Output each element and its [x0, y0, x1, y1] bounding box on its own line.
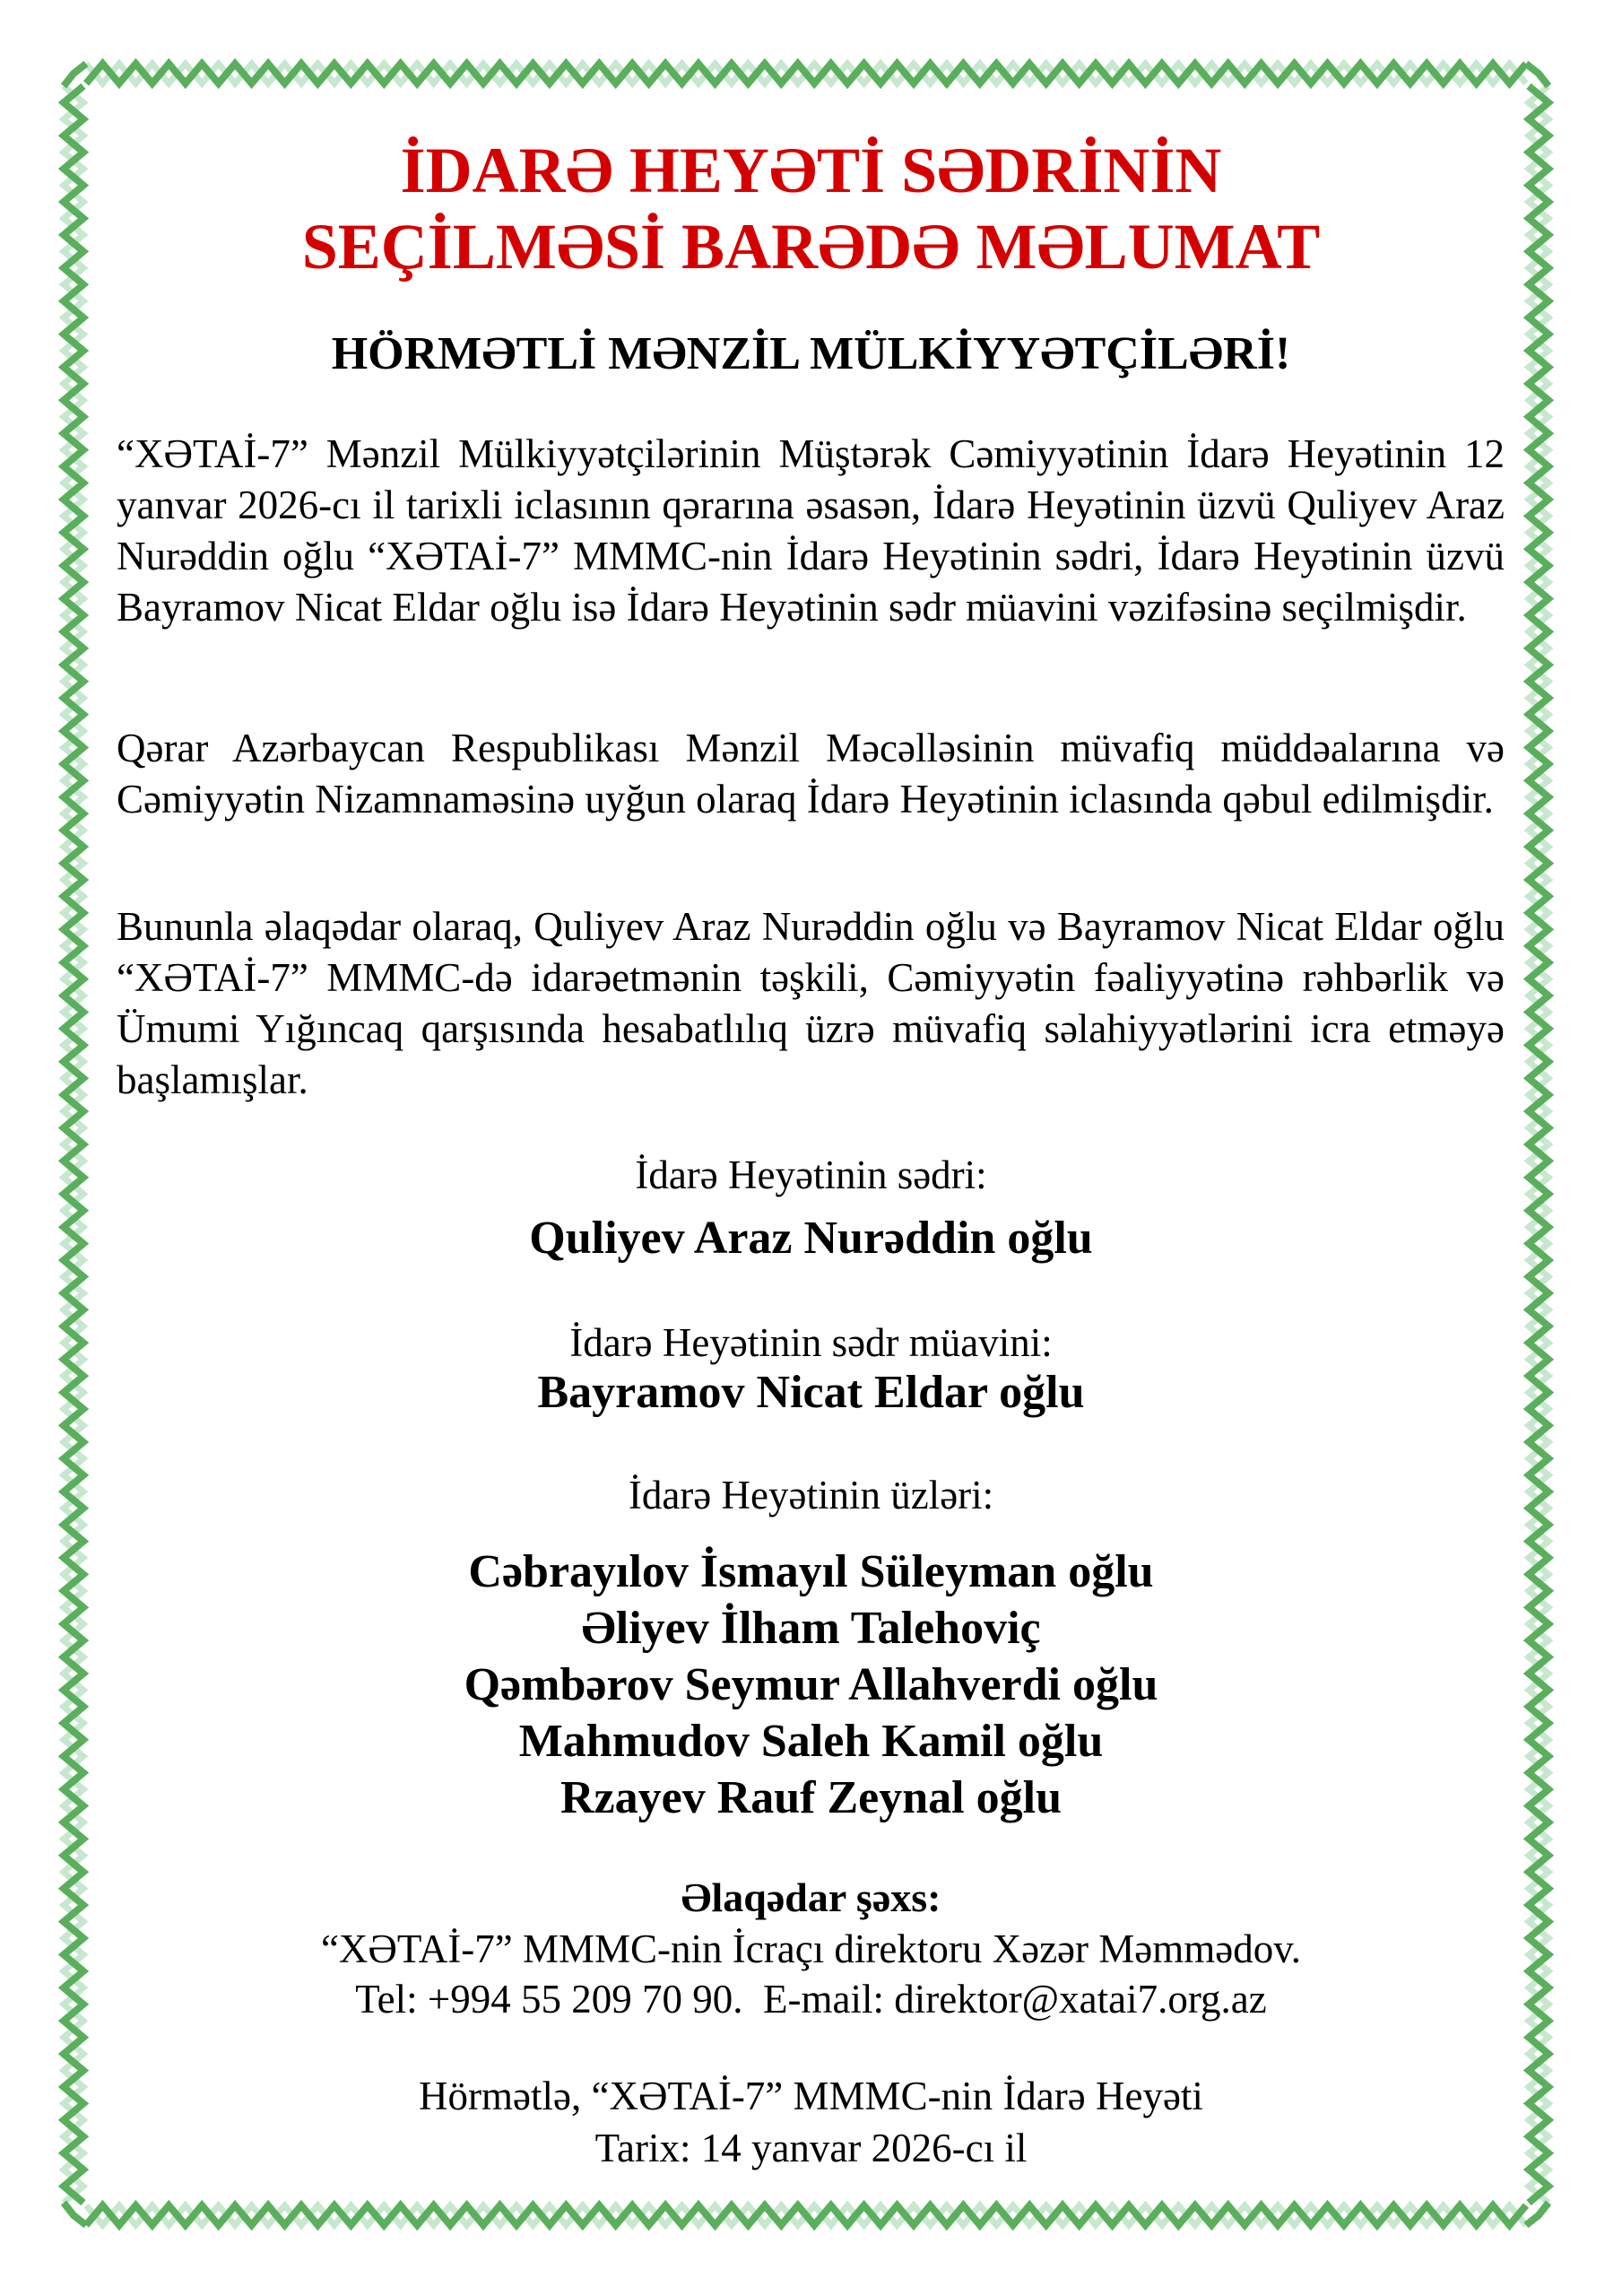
paragraph-legal-basis: Qərar Azərbaycan Respublikası Mənzil Məcəlləsinin müvafiq müddəalarına və Cəmiyyətin Nizamnaməsinə uyğun olaraq İdarə Heyətinin iclasında qəbul edilmişdir.	[117, 726, 1505, 822]
border-top-light-zigzag	[86, 64, 1526, 83]
contact-person: “XƏTAİ-7” MMMC-nin İcraçı direktoru Xəzər Məmmədov.	[320, 1926, 1302, 1971]
board-member-name: Rzayev Rauf Zeynal oğlu	[560, 1772, 1062, 1823]
document-title	[0, 133, 1622, 285]
chair-name: Quliyev Araz Nurəddin oğlu	[529, 1213, 1093, 1264]
closing-block	[0, 2070, 1622, 2174]
title-line-1: İDARƏ HEYƏTİ SƏDRİNİN	[400, 135, 1222, 206]
corner-bottom-right	[1526, 2203, 1548, 2225]
title-line-2: SEÇİLMƏSİ BARƏDƏ MƏLUMAT	[301, 211, 1321, 283]
contact-details	[0, 1924, 1622, 2024]
paragraph-election-decision: “XƏTAİ-7” Mənzil Mülkiyyətçilərinin Müştərək Cəmiyyətinin İdarə Heyətinin 12 yanvar 2026-cı il tarixli iclasının qərarına əsasən, İdarə Heyətinin üzvü Quliyev Araz Nurəddin oğlu “XƏTAİ-7” MMMC-nin İdarə Heyətinin sədri, İdarə Heyətinin üzvü Bayramov Nicat Eldar oğlu isə İdarə Heyətinin sədr müavini vəzifəsinə seçilmişdir.	[117, 431, 1505, 630]
paragraph-responsibilities: Bununla əlaqədar olaraq, Quliyev Araz Nurəddin oğlu və Bayramov Nicat Eldar oğlu “XƏTAİ-7” MMMC-də idarəetmənin təşkili, Cəmiyyətin fəaliyyətinə rəhbərlik və Ümumi Yığıncaq qarşısında hesabatlılıq üzrə müvafiq səlahiyyətlərini icra etməyə başlamışlar.	[117, 904, 1505, 1102]
contact-heading: Əlaqədar şəxs:	[681, 1874, 941, 1920]
contact-phone-email-line	[0, 1974, 1622, 2024]
chair-label: İdarə Heyətinin sədri:	[635, 1152, 987, 1197]
board-member-name: Cəbrayılov İsmayıl Süleyman oğlu	[468, 1546, 1154, 1597]
board-member-name: Mahmudov Saleh Kamil oğlu	[518, 1716, 1104, 1767]
closing-regards: Hörmətlə, “XƏTAİ-7” MMMC-nin İdarə Heyəti	[419, 2074, 1203, 2118]
border-bottom-dark-zigzag	[86, 2205, 1526, 2225]
corner-top-right	[1526, 64, 1548, 86]
corner-top-left	[64, 64, 86, 86]
email-label: E-mail:	[763, 1977, 884, 2022]
border-bottom-light-zigzag	[86, 2205, 1526, 2225]
email-address: direktor@xatai7.org.az	[894, 1977, 1267, 2022]
deputy-chair-label: İdarə Heyətinin sədr müavini:	[569, 1320, 1053, 1365]
board-members-list	[0, 1544, 1622, 1826]
phone-number: +994 55 209 70 90.	[427, 1977, 743, 2022]
document-date: Tarix: 14 yanvar 2026-cı il	[594, 2126, 1028, 2170]
board-members-label: İdarə Heyətinin üzləri:	[628, 1473, 994, 1518]
board-member-name: Qəmbərov Seymur Allahverdi oğlu	[464, 1659, 1158, 1710]
corner-bottom-left	[64, 2203, 86, 2225]
deputy-chair-name: Bayramov Nicat Eldar oğlu	[537, 1367, 1085, 1418]
greeting-heading: HÖRMƏTLİ MƏNZİL MÜLKİYYƏTÇİLƏRİ!	[331, 328, 1291, 379]
phone-label: Tel:	[355, 1977, 418, 2022]
border-top-dark-zigzag	[86, 64, 1526, 83]
board-member-name: Əliyev İlham Talehoviç	[581, 1603, 1041, 1654]
